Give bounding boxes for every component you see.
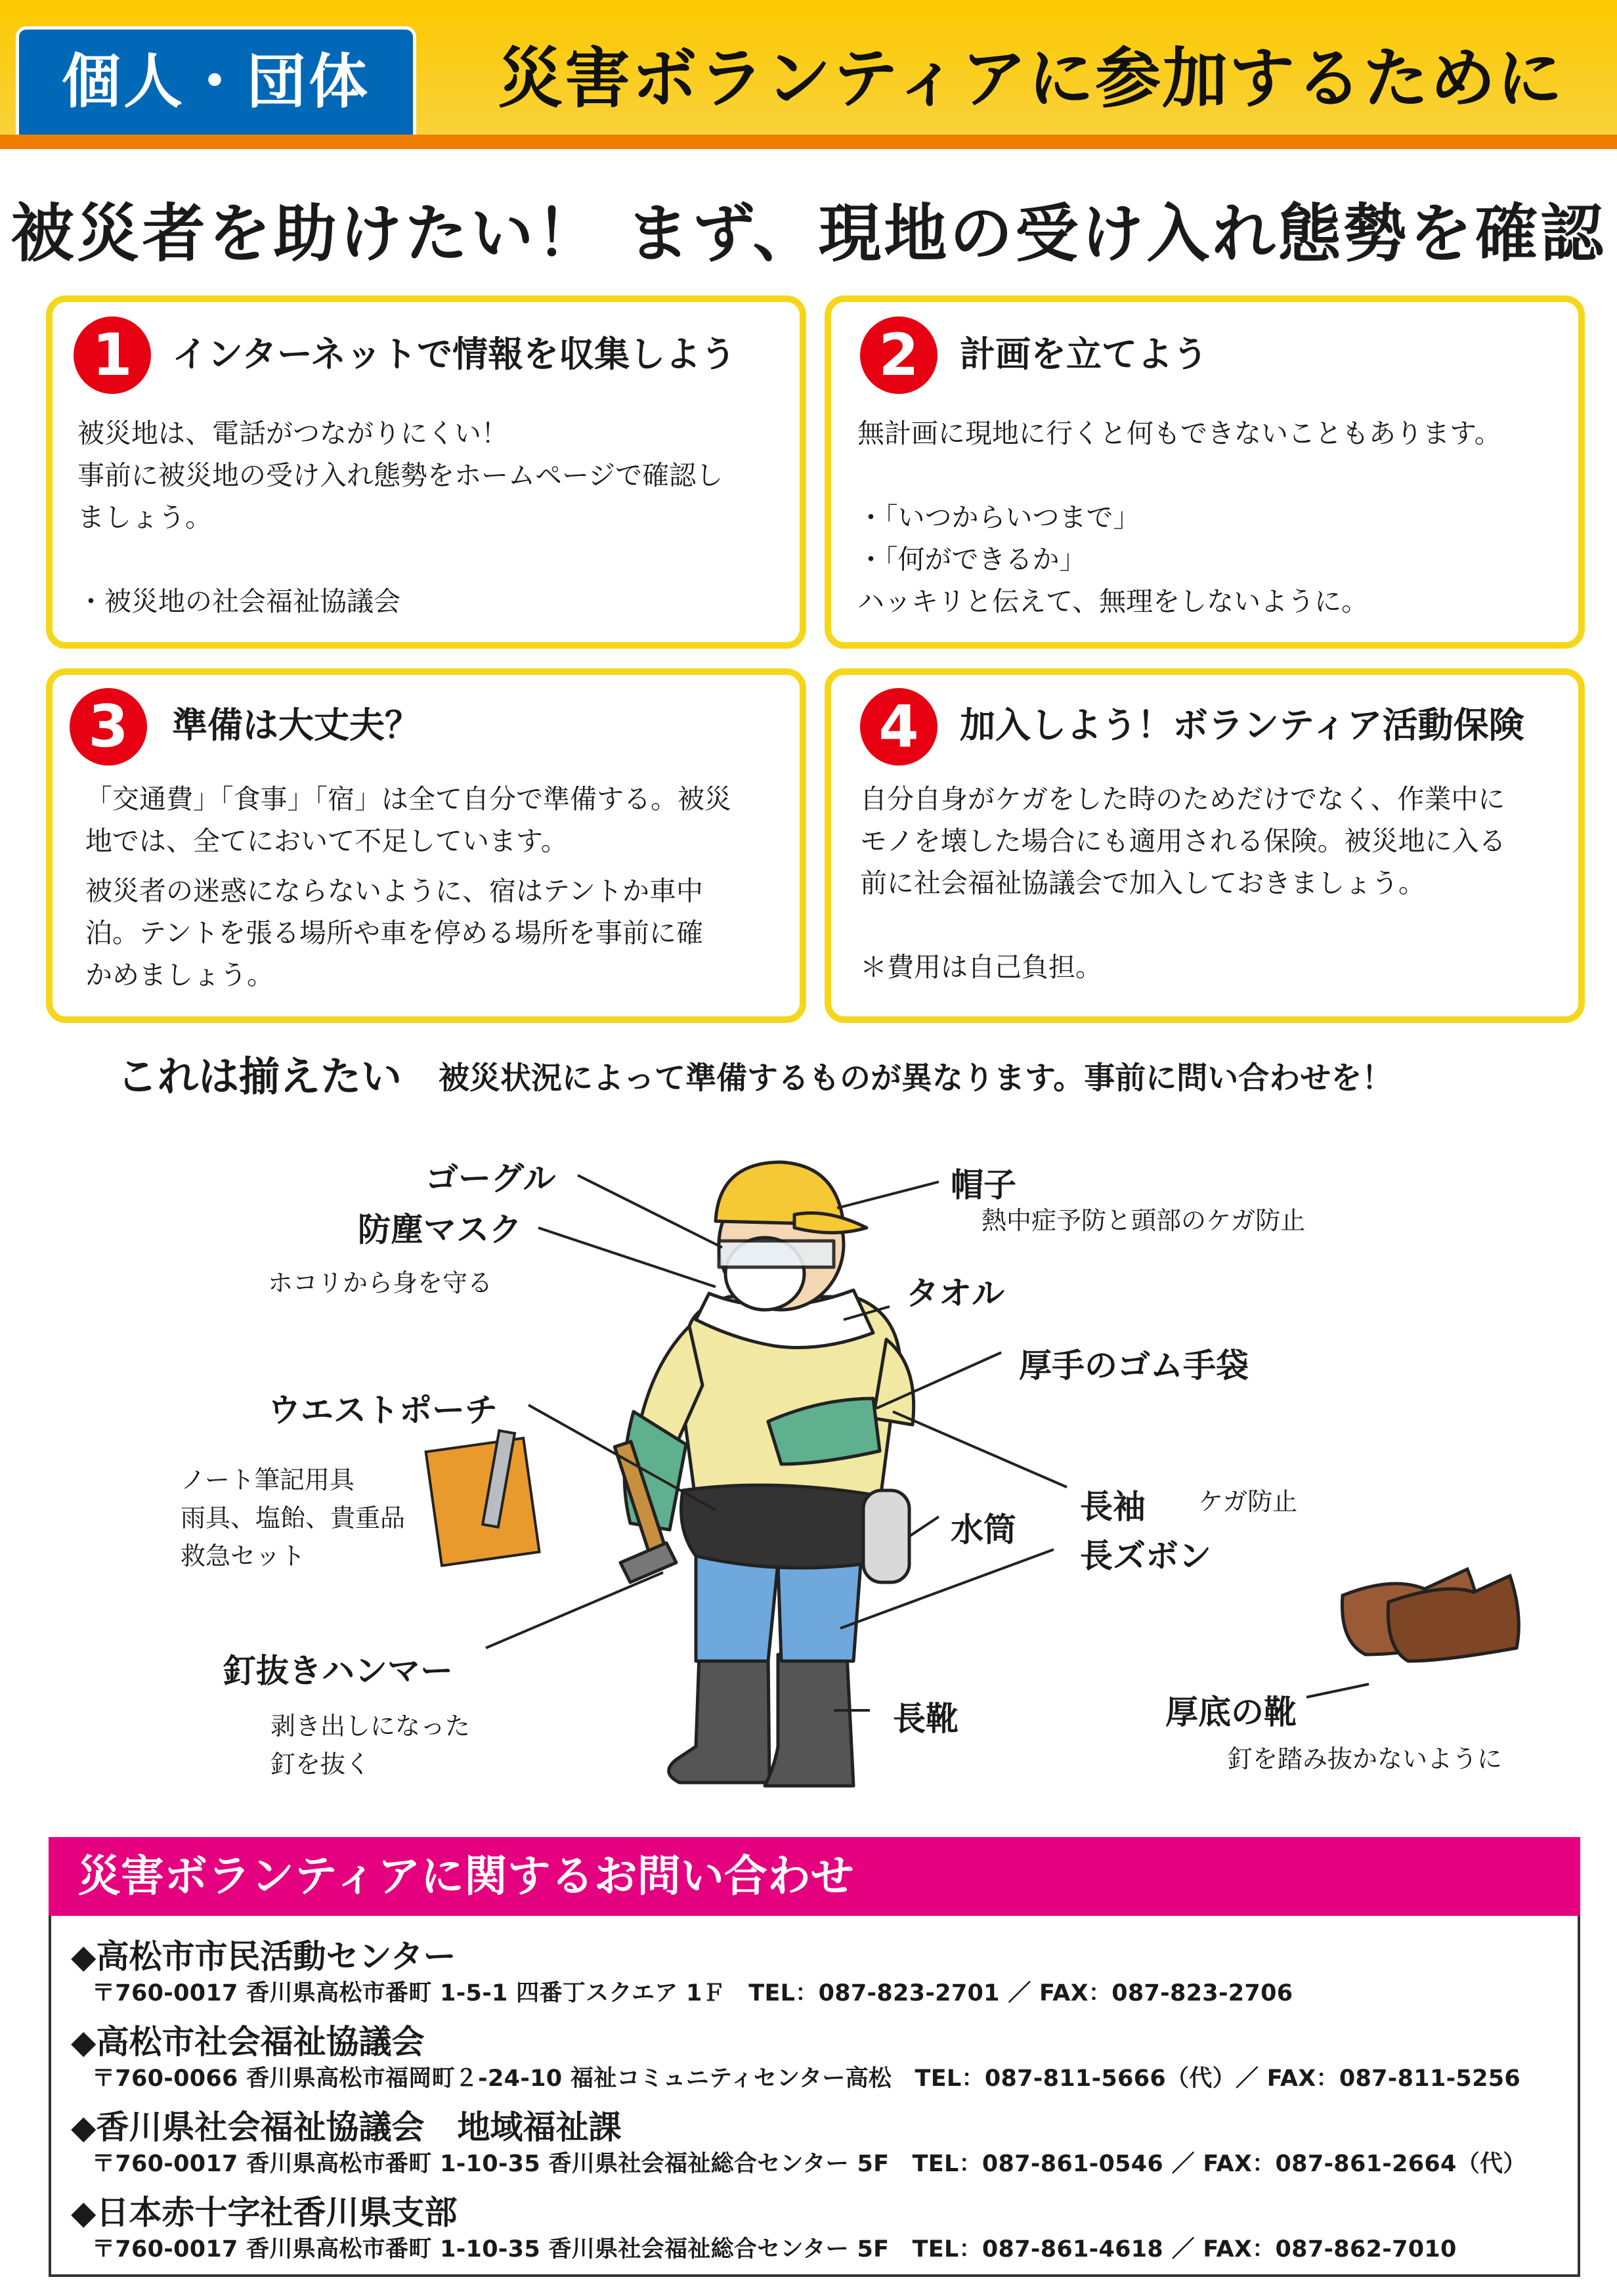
step-text-4: 自分自身がケガをした時のためだけでなく、作業中に モノを壊した場合にも適用される保険。被災地に入る 前に社会福祉協議会で加入しておきましょう。 ＊費用は自己負担。 [860, 783, 1506, 983]
step-title-1: インターネットで情報を収集しよう [172, 334, 737, 375]
step-text-3: 「交通費」「食事」「宿」は全て自分で準備する。被災 地では、全てにおいて不足しています。 [85, 783, 731, 857]
contact-address-2: 〒760-0066 香川県高松市福岡町２-24-10 福祉コミュニティセンター高松 TEL：087-811-5666（代）／ FAX：087-811-5256 [92, 2066, 1521, 2092]
contact-org-2: ◆高松市社会福祉協議会 [71, 2023, 425, 2061]
note-sleeves: ケガ防止 [1198, 1487, 1298, 1516]
main-heading: 被災者を助けたい！ まず、現地の受け入れ態勢を確認 [11, 197, 1606, 271]
section-note: 被災状況によって準備するものが異なります。事前に問い合わせを！ [439, 1060, 1393, 1096]
step-title-3: 準備は大丈夫？ [172, 704, 420, 746]
step-title-2: 計画を立てよう [960, 334, 1208, 375]
note-mask: ホコリから身を守る [268, 1268, 493, 1297]
note-hat: 熱中症予防と頭部のケガ防止 [981, 1206, 1306, 1235]
label-pants: 長ズボン [1080, 1537, 1211, 1575]
label-towel: タオル [906, 1274, 1004, 1312]
contact-org-4: ◆日本赤十字社香川県支部 [71, 2194, 458, 2232]
step-text-2: 無計画に現地に行くと何もできないこともあります。 ・「いつからいつまで」 ・「何ができるか」 ハッキリと伝えて、無理をしないように。 [857, 418, 1501, 617]
step-number-2: 2 [860, 316, 938, 394]
label-goggle: ゴーグル [425, 1159, 556, 1198]
note-shoes: 釘を踏み抜かないように [1228, 1744, 1503, 1773]
contact-heading: 災害ボランティアに関するお問い合わせ [49, 1837, 1580, 1916]
label-boots: 長靴 [893, 1700, 959, 1738]
step-text-3b: 被災者の迷惑にならないように、宿はテントか車中 泊。テントを張る場所や車を停める場所を事前に確 かめましょう。 [85, 875, 703, 991]
contact-address-3: 〒760-0017 香川県高松市番町 1-10-35 香川県社会福祉総合センター 5F TEL：087-861-0546 ／ FAX：087-861-2664（代） [92, 2151, 1526, 2177]
label-sleeves: 長袖 [1080, 1488, 1146, 1526]
contact-org-3: ◆香川県社会福祉協議会 地域福祉課 [71, 2108, 622, 2146]
note-hammer: 剥き出しになった 釘を抜く [270, 1712, 471, 1779]
step-text-1: 被災地は、電話がつながりにくい！ 事前に被災地の受け入れ態勢をホームページで確認し ましょう。 ・被災地の社会福祉協議会 [77, 418, 723, 617]
label-pouch: ウエストポーチ [268, 1391, 498, 1429]
step-number-3: 3 [70, 688, 147, 766]
contact-org-1: ◆高松市市民活動センター [71, 1938, 456, 1976]
label-hammer: 釘抜きハンマー [223, 1652, 453, 1690]
label-gloves: 厚手のゴム手袋 [1019, 1347, 1249, 1385]
contact-address-1: 〒760-0017 香川県高松市番町 1-5-1 四番丁スクエア 1Ｆ TEL：087-823-2701 ／ FAX：087-823-2706 [92, 1980, 1293, 2006]
note-pouch: ノート筆記用具 雨具、塩飴、貴重品 救急セット [181, 1465, 406, 1570]
section-heading: これは揃えたい [117, 1052, 402, 1100]
step-number-1: 1 [74, 316, 151, 394]
contact-address-4: 〒760-0017 香川県高松市番町 1-10-35 香川県社会福祉総合センター 5F TEL：087-861-4618 ／ FAX：087-862-7010 [92, 2236, 1457, 2263]
step-title-4: 加入しよう！ボランティア活動保険 [960, 704, 1524, 746]
label-mask: 防塵マスク [358, 1211, 522, 1249]
step-number-4: 4 [860, 688, 938, 766]
label-bottle: 水筒 [951, 1511, 1016, 1549]
label-hat: 帽子 [951, 1166, 1016, 1204]
label-shoes: 厚底の靴 [1165, 1693, 1297, 1731]
header-title: 災害ボランティアに参加するために [498, 40, 1564, 117]
header-tag: 個人・団体 [16, 26, 416, 135]
